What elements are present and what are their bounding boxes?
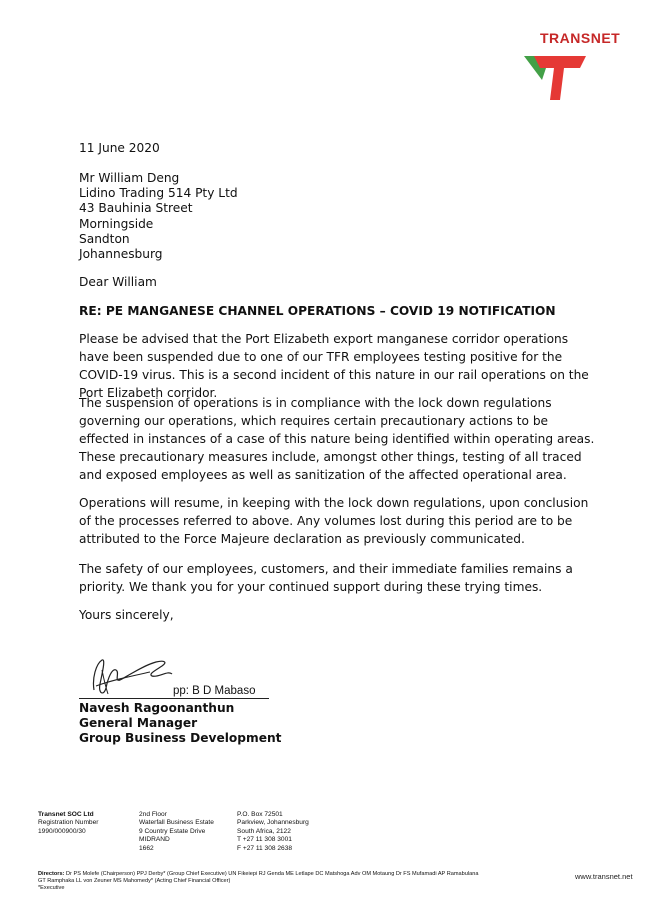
directors-list xyxy=(38,871,508,893)
directors-line: Dr PS Molefe (Chairperson) PPJ Derby* (Group Chief Executive) UN Fikeiepi RJ Genda ME Letlape DC Matshoga Adv OM Motaung Dr FS Mufamadi AP Ramabulana xyxy=(66,871,479,877)
directors-label: Directors: xyxy=(38,871,65,877)
body-paragraph: Please be advised that the Port Elizabeth export manganese corridor operations have been suspended due to one of our TFR employees testing positive for the COVID-19 virus. This is a second incident of this nature in our rail operations on the Port Elizabeth corridor. xyxy=(79,332,589,400)
footer-phone: T +27 11 308 3001 xyxy=(237,836,292,844)
address-line: Johannesburg xyxy=(79,247,163,262)
address-line: Morningside xyxy=(79,216,154,231)
footer-line: 2nd Floor xyxy=(139,811,167,818)
footer-line: MIDRAND xyxy=(139,836,170,844)
website-link[interactable]: www.transnet.net xyxy=(575,872,633,881)
transnet-logo-icon xyxy=(520,52,590,104)
signature-line xyxy=(79,698,269,699)
footer-line: Parkview, Johannesburg xyxy=(237,819,309,827)
signatory-name: Navesh Ragoonanthun xyxy=(79,701,235,715)
pp-note: pp: B D Mabaso xyxy=(173,685,256,697)
address-line: 43 Bauhinia Street xyxy=(79,201,193,216)
signatory-title: General Manager xyxy=(79,716,198,730)
subject-line: RE: PE MANGANESE CHANNEL OPERATIONS – COVID 19 NOTIFICATION xyxy=(79,304,556,318)
body-paragraph: The suspension of operations is in compliance with the lock down regulations governing our operations, which requires certain precautionary actions to be effected in instances of a case of this nature being identified within operating areas. These precautionary measures include, amongst other things, testing of all traced and exposed employees as well as sanitization of the affected operational area. xyxy=(79,396,595,482)
recipient-address xyxy=(79,171,238,262)
signatory-department: Group Business Development xyxy=(79,731,282,745)
footer-registration xyxy=(38,811,98,836)
footer-line: 9 Country Estate Drive xyxy=(139,827,206,835)
body-paragraph: The safety of our employees, customers, and their immediate families remains a priority. We thank you for your continued support during these trying times. xyxy=(79,562,573,594)
footer-line: 1662 xyxy=(139,844,154,852)
address-line: Lidino Trading 514 Pty Ltd xyxy=(79,186,238,201)
company-name: Transnet SOC Ltd xyxy=(38,811,94,818)
footer-fax: F +27 11 308 2638 xyxy=(237,844,293,852)
closing: Yours sincerely, xyxy=(79,608,174,622)
salutation: Dear William xyxy=(79,275,157,289)
address-line: Mr William Deng xyxy=(79,171,180,185)
executive-note: *Executive xyxy=(38,885,65,892)
letter-date: 11 June 2020 xyxy=(79,141,160,155)
footer-line: P.O. Box 72501 xyxy=(237,811,283,818)
transnet-wordmark: TRANSNET xyxy=(540,30,621,46)
footer-line: 1990/000900/30 xyxy=(38,827,86,835)
footer-line: Waterfall Business Estate xyxy=(139,819,214,827)
body-paragraph: Operations will resume, in keeping with the lock down regulations, upon conclusion of the processes referred to above. Any volumes lost during this period are to be attributed to the Force Majeure declaration as previously communicated. xyxy=(79,496,589,546)
signatory-block xyxy=(79,701,281,746)
directors-line: GT Ramphaka LL von Zeuner MS Mahomedy* (Acting Chief Financial Officer) xyxy=(38,878,231,885)
footer-line: Registration Number xyxy=(38,819,99,827)
footer-physical-address xyxy=(139,811,214,853)
address-line: Sandton xyxy=(79,231,130,246)
footer-line: South Africa, 2122 xyxy=(237,827,291,835)
footer-postal-address xyxy=(237,811,309,853)
